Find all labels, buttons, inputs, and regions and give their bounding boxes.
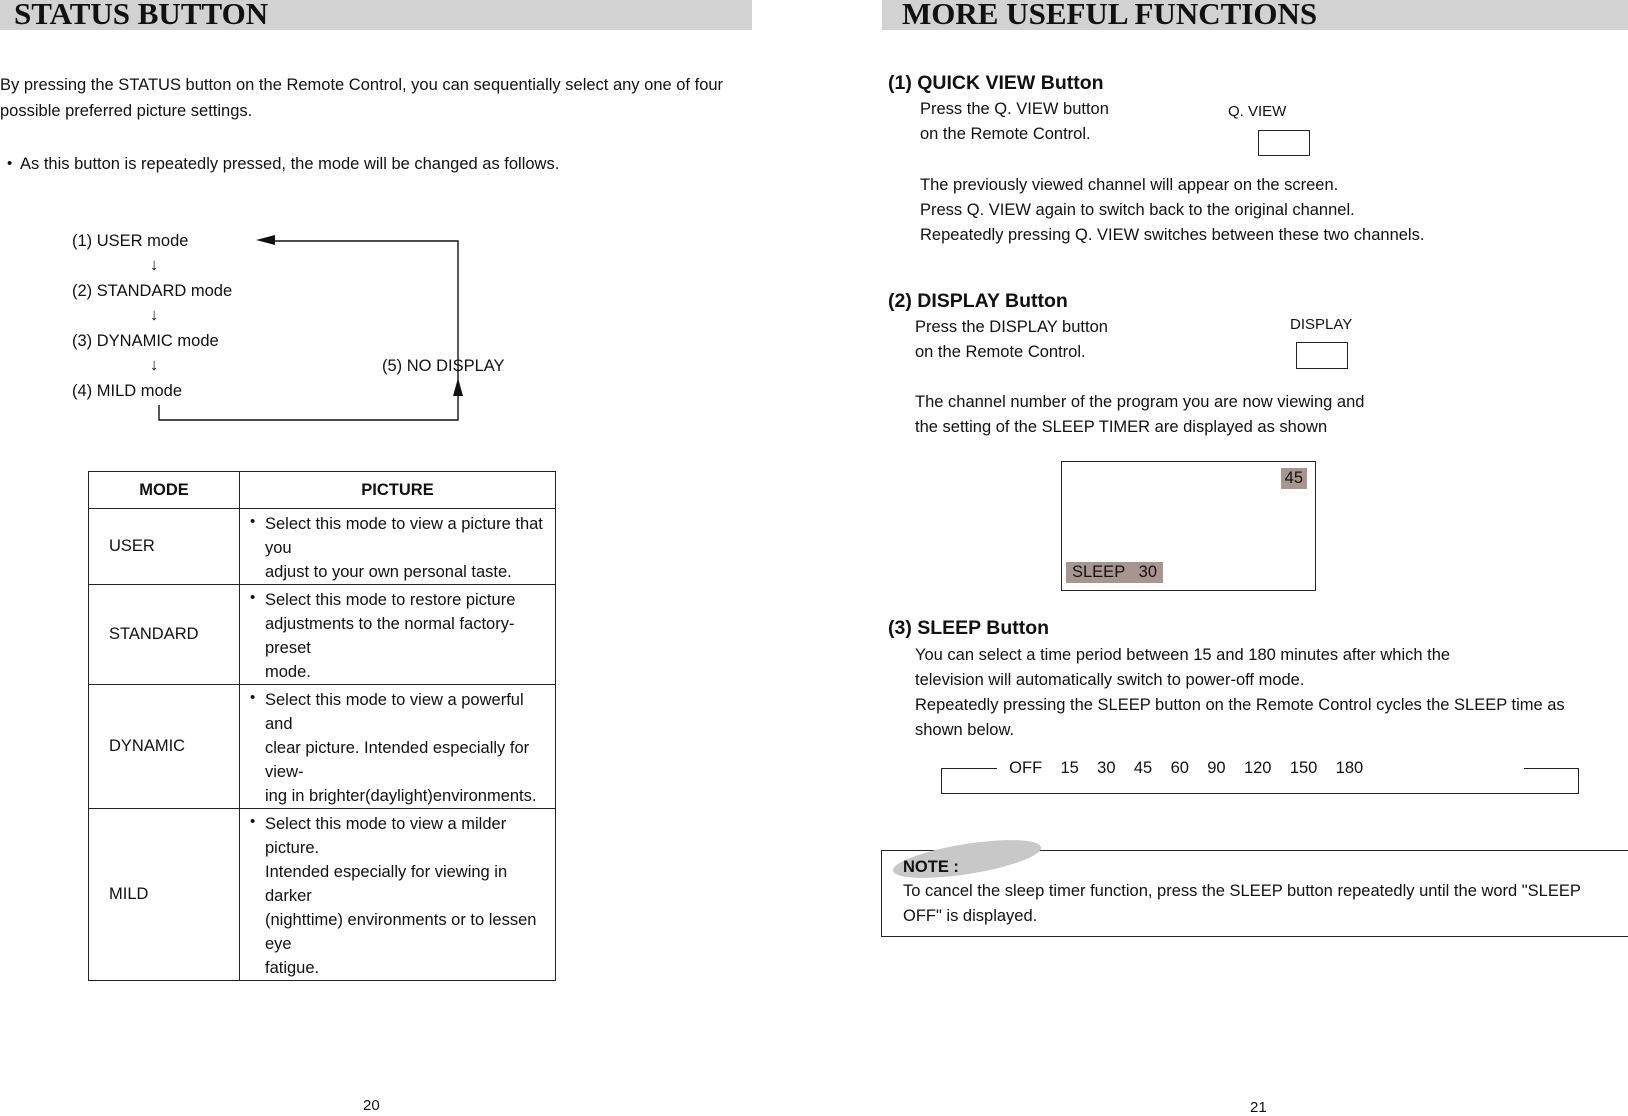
quick-view-desc-1: The previously viewed channel will appear on the screen. bbox=[920, 176, 1339, 194]
cycle-line-left bbox=[941, 768, 997, 769]
flow-arrow-3: ↓ bbox=[150, 356, 159, 374]
table-row bbox=[89, 585, 556, 685]
bullet-dot: • bbox=[7, 155, 13, 172]
bullet-text: As this button is repeatedly pressed, the mode will be changed as follows. bbox=[20, 155, 560, 173]
page-number-right: 21 bbox=[1250, 1099, 1267, 1116]
flow-arrow-2: ↓ bbox=[150, 306, 159, 324]
sleep-desc-3: Repeatedly pressing the SLEEP button on the Remote Control cycles the SLEEP time as bbox=[915, 696, 1565, 714]
channel-number-overlay: 45 bbox=[1281, 468, 1307, 489]
table-row bbox=[89, 685, 556, 809]
display-desc-2: the setting of the SLEEP TIMER are displayed as shown bbox=[915, 418, 1328, 436]
picture-line: • Select this mode to view a powerful and bbox=[240, 688, 555, 736]
picture-line: clear picture. Intended especially for view- bbox=[265, 739, 530, 781]
quick-view-line-1: Press the Q. VIEW button bbox=[920, 100, 1109, 118]
flow-user: (1) USER mode bbox=[72, 232, 189, 250]
flow-standard: (2) STANDARD mode bbox=[72, 282, 233, 300]
cycle-line-bottom bbox=[941, 793, 1579, 794]
sleep-desc-1: You can select a time period between 15 and 180 minutes after which the bbox=[915, 646, 1451, 664]
picture-line: • Select this mode to view a milder picture. bbox=[240, 812, 555, 860]
cycle-line-left-down bbox=[941, 768, 942, 793]
page-number-left: 20 bbox=[363, 1097, 380, 1114]
picture-line: adjust to your own personal taste. bbox=[265, 563, 512, 581]
quick-view-desc-2: Press Q. VIEW again to switch back to the original channel. bbox=[920, 201, 1355, 219]
quick-view-title: (1) QUICK VIEW Button bbox=[888, 72, 1104, 94]
mode-cell: MILD bbox=[89, 809, 240, 981]
display-line-1: Press the DISPLAY button bbox=[915, 318, 1108, 336]
table-header-mode: MODE bbox=[89, 472, 240, 509]
picture-line: mode. bbox=[265, 663, 311, 681]
picture-cell bbox=[240, 585, 556, 685]
mode-cell: USER bbox=[89, 509, 240, 585]
note-title: NOTE : bbox=[903, 858, 959, 876]
cycle-line-right bbox=[1524, 768, 1578, 769]
display-line-2: on the Remote Control. bbox=[915, 343, 1086, 361]
picture-cell bbox=[240, 509, 556, 585]
display-desc-1: The channel number of the program you are now viewing and bbox=[915, 393, 1365, 411]
flow-arrow-1: ↓ bbox=[150, 256, 159, 274]
table-header-picture: PICTURE bbox=[240, 472, 556, 509]
picture-line: • Select this mode to restore picture bbox=[240, 588, 555, 612]
quick-view-desc-3: Repeatedly pressing Q. VIEW switches between these two channels. bbox=[920, 226, 1425, 244]
table-row bbox=[89, 509, 556, 585]
cycle-line-right-down bbox=[1578, 768, 1579, 793]
picture-line: fatigue. bbox=[265, 959, 320, 977]
flow-mild: (4) MILD mode bbox=[72, 382, 183, 400]
display-button-label: DISPLAY bbox=[1290, 316, 1353, 333]
display-title: (2) DISPLAY Button bbox=[888, 290, 1068, 312]
flow-dynamic: (3) DYNAMIC mode bbox=[72, 332, 219, 350]
note-line-2: OFF" is displayed. bbox=[903, 907, 1038, 925]
picture-cell bbox=[240, 685, 556, 809]
qview-button-label: Q. VIEW bbox=[1228, 103, 1287, 120]
display-button-icon bbox=[1296, 342, 1348, 369]
mode-table bbox=[88, 471, 556, 981]
sleep-desc-2: television will automatically switch to power-off mode. bbox=[915, 671, 1305, 689]
picture-line: (nighttime) environments or to lessen eye bbox=[265, 911, 537, 953]
mode-cell: DYNAMIC bbox=[89, 685, 240, 809]
quick-view-line-2: on the Remote Control. bbox=[920, 125, 1091, 143]
mode-cell: STANDARD bbox=[89, 585, 240, 685]
flow-no-display: (5) NO DISPLAY bbox=[382, 357, 505, 375]
intro-line-2: possible preferred picture settings. bbox=[0, 102, 253, 120]
picture-line: adjustments to the normal factory-preset bbox=[265, 615, 515, 657]
sleep-title: (3) SLEEP Button bbox=[888, 617, 1050, 639]
sleep-desc-4: shown below. bbox=[915, 721, 1015, 739]
flow-connector-lines bbox=[0, 0, 760, 440]
qview-button-icon bbox=[1258, 130, 1310, 156]
left-page-title: STATUS BUTTON bbox=[0, 0, 752, 30]
intro-line-1: By pressing the STATUS button on the Remote Control, you can sequentially select any one of four bbox=[0, 76, 724, 94]
right-page-title: MORE USEFUL FUNCTIONS bbox=[882, 0, 1628, 30]
sleep-timer-overlay: SLEEP 30 bbox=[1066, 562, 1163, 583]
picture-line: Intended especially for viewing in darker bbox=[265, 863, 508, 905]
picture-line: • Select this mode to view a picture that you bbox=[240, 512, 555, 560]
picture-line: ing in brighter(daylight)environments. bbox=[265, 787, 537, 805]
tv-screen-illustration bbox=[1061, 461, 1316, 591]
sleep-sequence: OFF 15 30 45 60 90 120 150 180 bbox=[1000, 759, 1364, 777]
picture-cell bbox=[240, 809, 556, 981]
note-line-1: To cancel the sleep timer function, press the SLEEP button repeatedly until the word "SLEEP bbox=[903, 882, 1581, 900]
table-row bbox=[89, 809, 556, 981]
